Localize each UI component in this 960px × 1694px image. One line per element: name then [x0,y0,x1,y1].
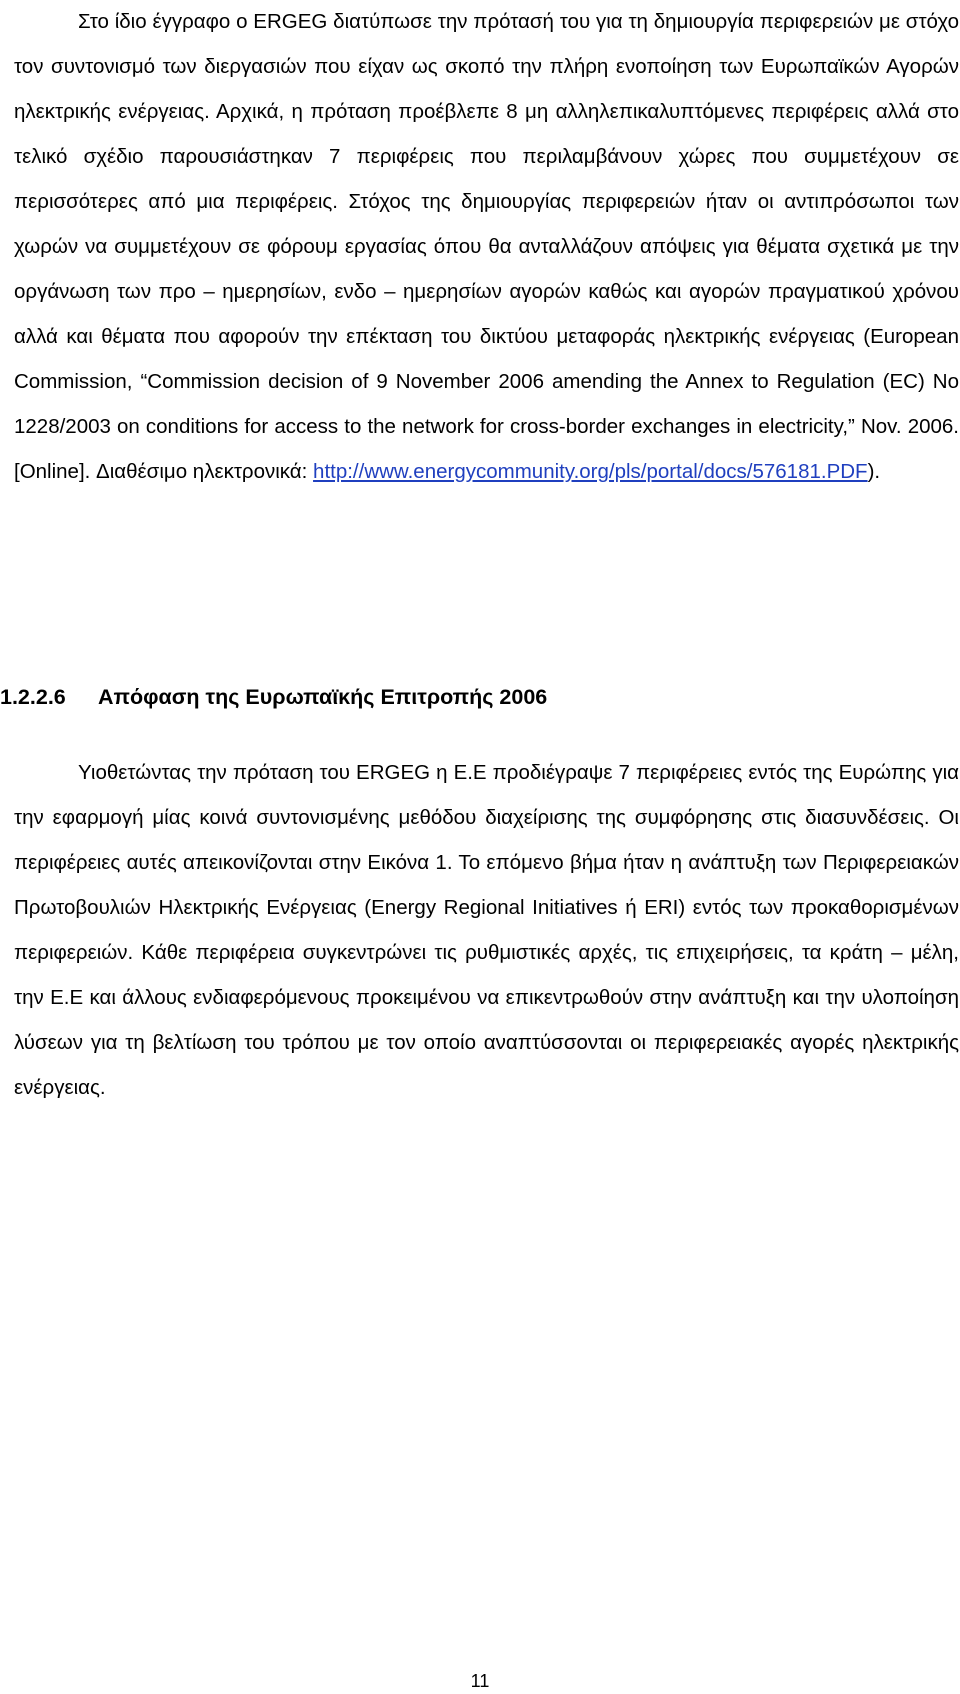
body-paragraph-1 [14,0,959,494]
paragraph-2-text: Υιοθετώντας την πρόταση του ERGEG η Ε.Ε προδιέγραψε 7 περιφέρειες εντός της Ευρώπης για την εφαρμογή μίας κοινά συντονισμένης μεθόδου διαχείρισης της συμφόρησης στις διασυνδέσεις. Οι περιφέρειες αυτές απεικονίζονται στην Εικόνα 1. Το επόμενο βήμα ήταν η ανάπτυξη των Περιφερειακών Πρωτοβουλιών Ηλεκτρικής Ενέργειας (Energy Regional Initiatives ή ERI) εντός των προκαθορισμένων περιφερειών. Κάθε περιφέρεια συγκεντρώνει τις ρυθμιστικές αρχές, τις επιχειρήσεις, τα κράτη – μέλη, την Ε.Ε και άλλους ενδιαφερόμενους προκειμένου να επικεντρωθούν στην ανάπτυξη και την υλοποίηση λύσεων για τη βελτίωση του τρόπου με τον οποίο αναπτύσσονται οι περιφερειακές αγορές ηλεκτρικής ενέργειας. [14,761,959,1099]
page-number: 11 [470,1671,490,1691]
reference-link[interactable]: http://www.energycommunity.org/pls/portal/docs/576181.PDF [313,460,868,483]
paragraph-1-closing: ). [867,460,881,483]
section-title: Απόφαση της Ευρωπαϊκής Επιτροπής 2006 [98,685,548,709]
body-paragraph-2 [14,750,959,1110]
section-heading [0,682,547,712]
paragraph-1-text: Στο ίδιο έγγραφο ο ERGEG διατύπωσε την πρότασή του για τη δημιουργία περιφερειών με στόχο τον συντονισμό των διεργασιών που είχαν ως σκοπό την πλήρη ενοποίηση των Ευρωπαϊκών Αγορών ηλεκτρικής ενέργειας. Αρχικά, η πρόταση προέβλεπε 8 μη αλληλεπικαλυπτόμενες περιφέρεις αλλά στο τελικό σχέδιο παρουσιάστηκαν 7 περιφέρεις που περιλαμβάνουν χώρες που συμμετέχουν σε περισσότερες από μια περιφέρεις. Στόχος της δημιουργίας περιφερειών ήταν οι αντιπρόσωποι των χωρών να συμμετέχουν σε φόρουμ εργασίας όπου θα ανταλλάζουν απόψεις για θέματα σχετικά με την οργάνωση των προ – ημερησίων, ενδο – ημερησίων αγορών καθώς και αγορών πραγματικού χρόνου αλλά και θέματα που αφορούν την επέκταση του δικτύου μεταφοράς ηλεκτρικής ενέργειας (European Commission, “Commission decision of 9 November 2006 amending the Annex to Regulation (EC) No 1228/2003 on conditions for access to the network for cross-border exchanges in electricity,” Nov. 2006. [Online]. Διαθέσιμο ηλεκτρονικά: [14,10,959,483]
section-number: 1.2.2.6 [0,685,66,709]
